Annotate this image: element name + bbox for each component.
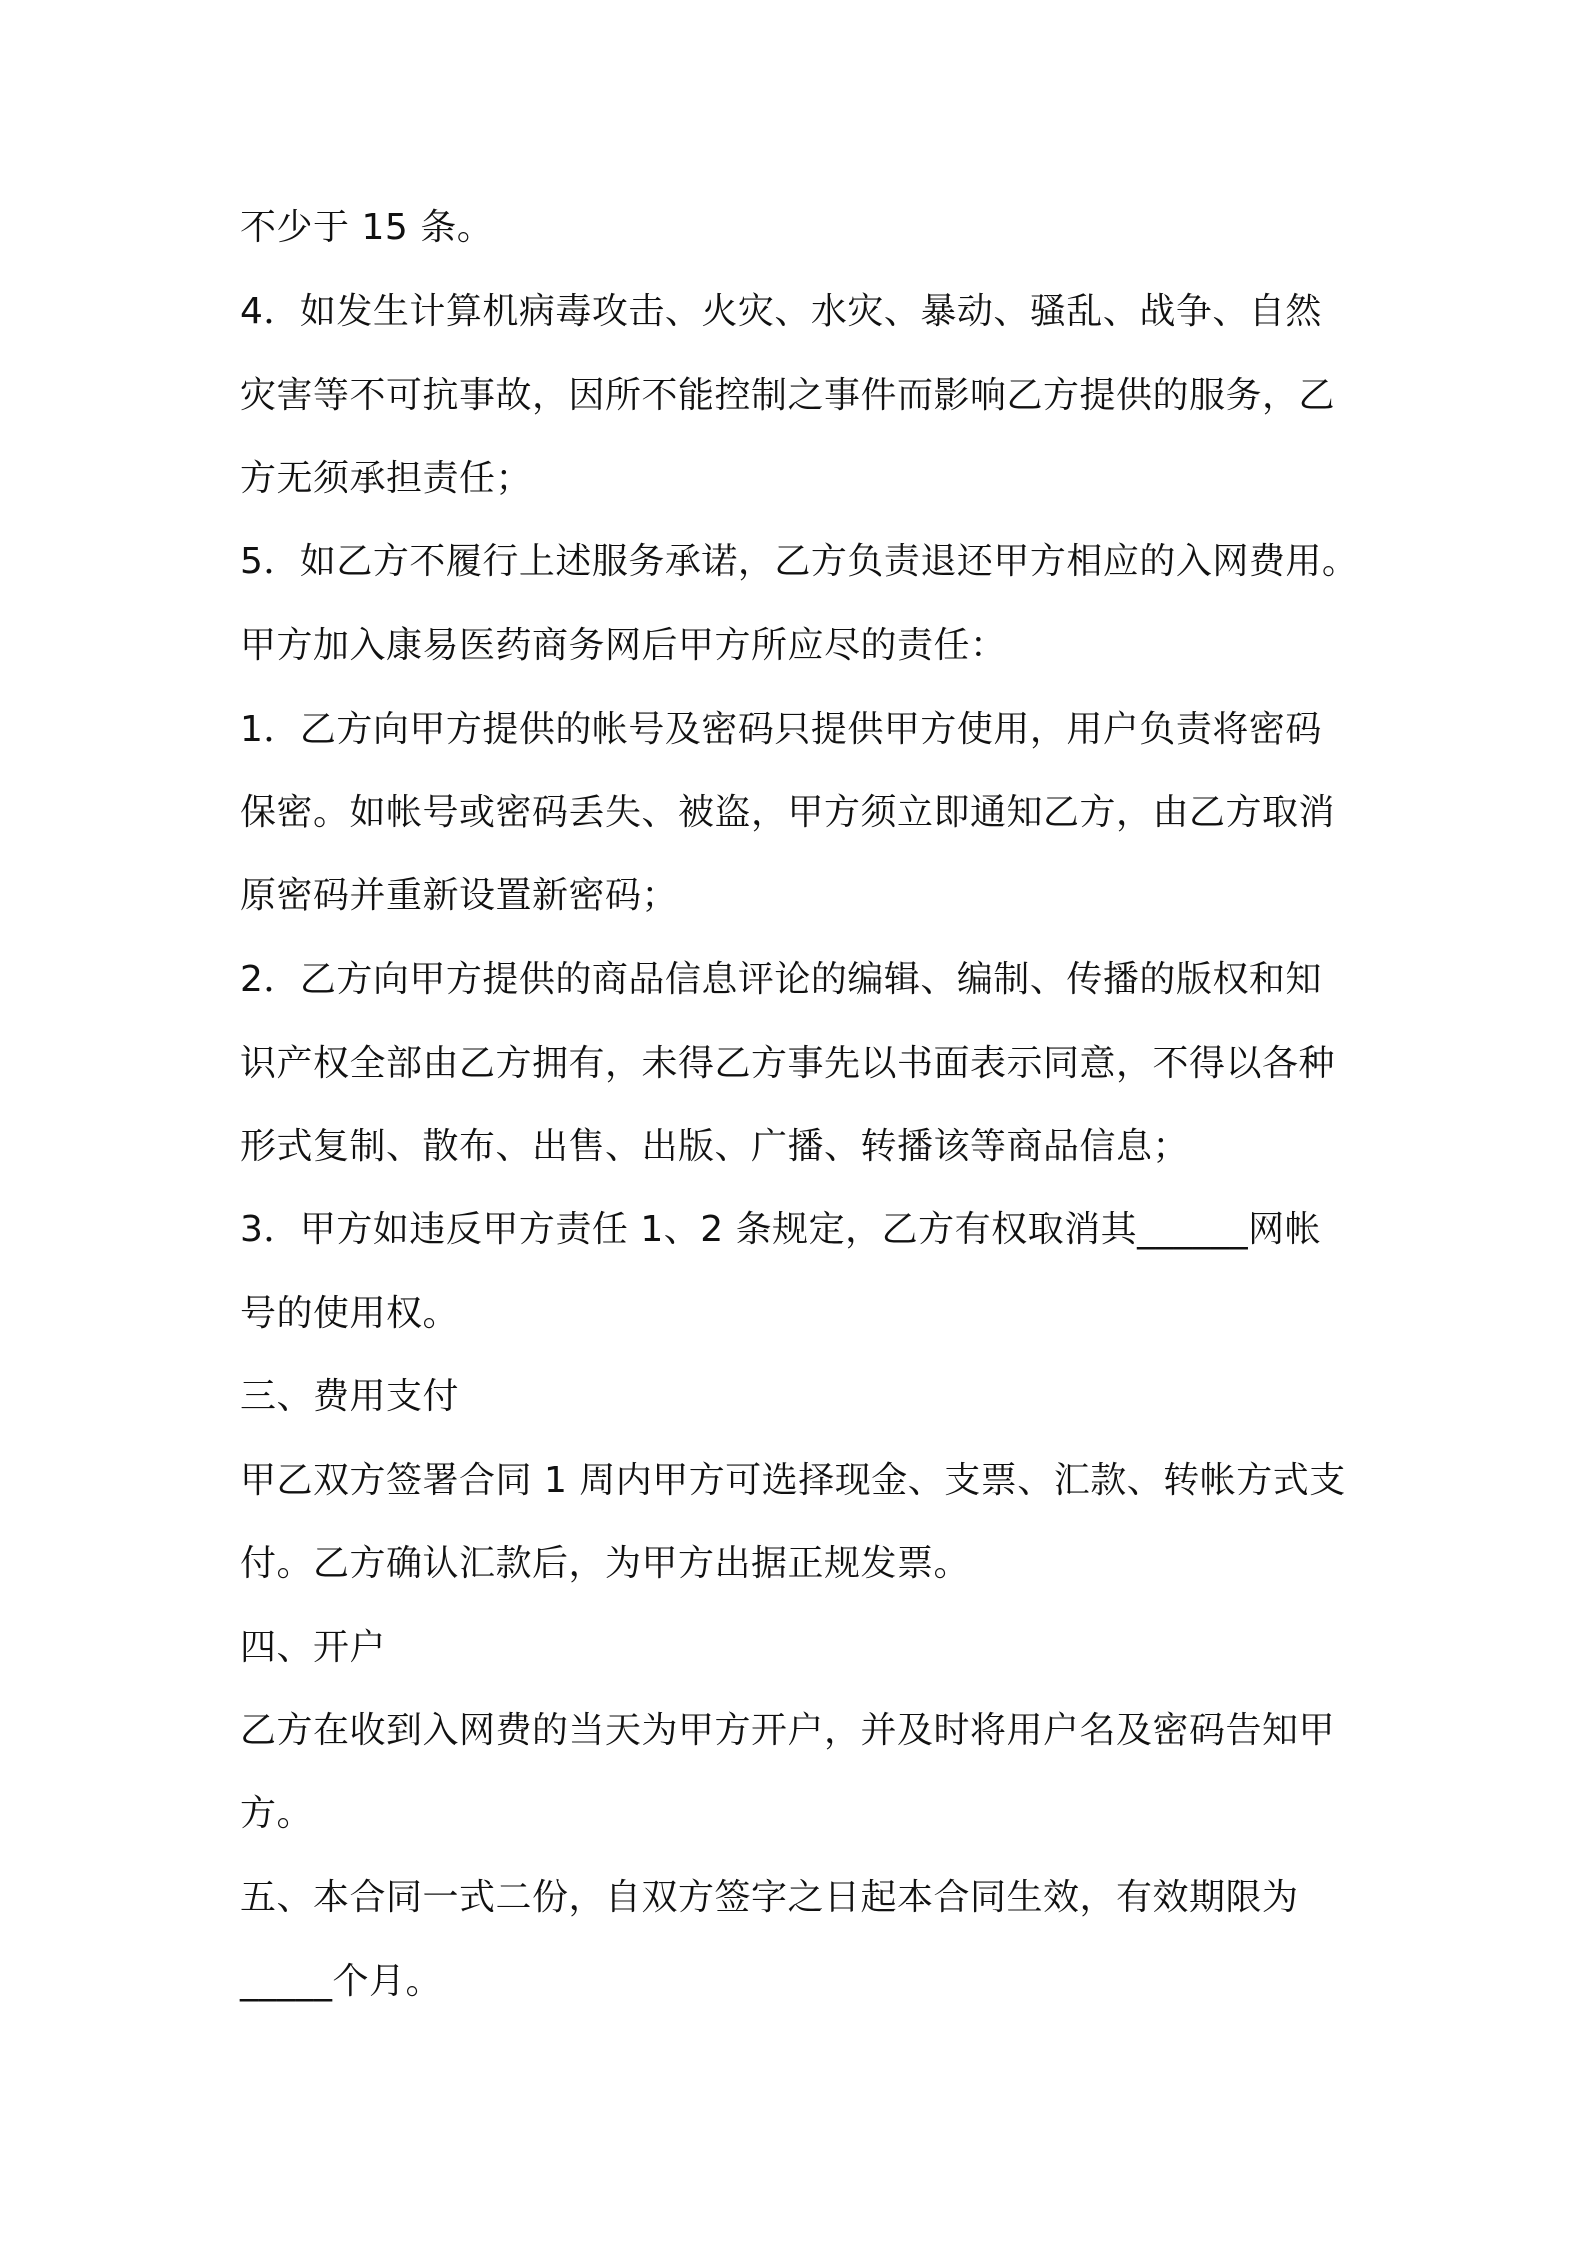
section-heading: 三、费用支付 bbox=[240, 1376, 460, 1417]
section-heading: 五、本合同一式二份，自双方签字之日起本合同生效，有效期限为 bbox=[240, 1877, 1299, 1918]
text-line: _____个月。 bbox=[240, 1961, 443, 2002]
text-line: 不少于 15 条。 bbox=[240, 207, 494, 248]
text-line: 3．甲方如违反甲方责任 1、2 条规定，乙方有权取消其______网帐 bbox=[240, 1209, 1322, 1250]
text-line: 方无须承担责任； bbox=[240, 458, 533, 499]
text-line: 原密码并重新设置新密码； bbox=[240, 875, 679, 916]
text-line: 识产权全部由乙方拥有，未得乙方事先以书面表示同意，不得以各种 bbox=[240, 1043, 1336, 1084]
text-line: 甲方加入康易医药商务网后甲方所应尽的责任： bbox=[240, 625, 1007, 666]
text-line: 号的使用权。 bbox=[240, 1293, 460, 1334]
text-line: 2．乙方向甲方提供的商品信息评论的编辑、编制、传播的版权和知 bbox=[240, 959, 1322, 1000]
text-line: 付。乙方确认汇款后，为甲方出据正规发票。 bbox=[240, 1543, 971, 1584]
text-line: 1．乙方向甲方提供的帐号及密码只提供甲方使用，用户负责将密码 bbox=[240, 709, 1322, 750]
text-line: 灾害等不可抗事故，因所不能控制之事件而影响乙方提供的服务，乙 bbox=[240, 375, 1336, 416]
text-line: 方。 bbox=[240, 1793, 314, 1834]
text-line: 保密。如帐号或密码丢失、被盗，甲方须立即通知乙方，由乙方取消 bbox=[240, 792, 1336, 833]
text-line: 乙方在收到入网费的当天为甲方开户，并及时将用户名及密码告知甲 bbox=[240, 1710, 1336, 1751]
text-line: 4．如发生计算机病毒攻击、火灾、水灾、暴动、骚乱、战争、自然 bbox=[240, 291, 1322, 332]
text-line: 甲乙双方签署合同 1 周内甲方可选择现金、支票、汇款、转帐方式支 bbox=[240, 1460, 1346, 1501]
text-line: 形式复制、散布、出售、出版、广播、转播该等商品信息； bbox=[240, 1126, 1190, 1167]
text-line: 5．如乙方不履行上述服务承诺，乙方负责退还甲方相应的入网费用。 bbox=[240, 541, 1359, 582]
section-heading: 四、开户 bbox=[240, 1627, 387, 1668]
